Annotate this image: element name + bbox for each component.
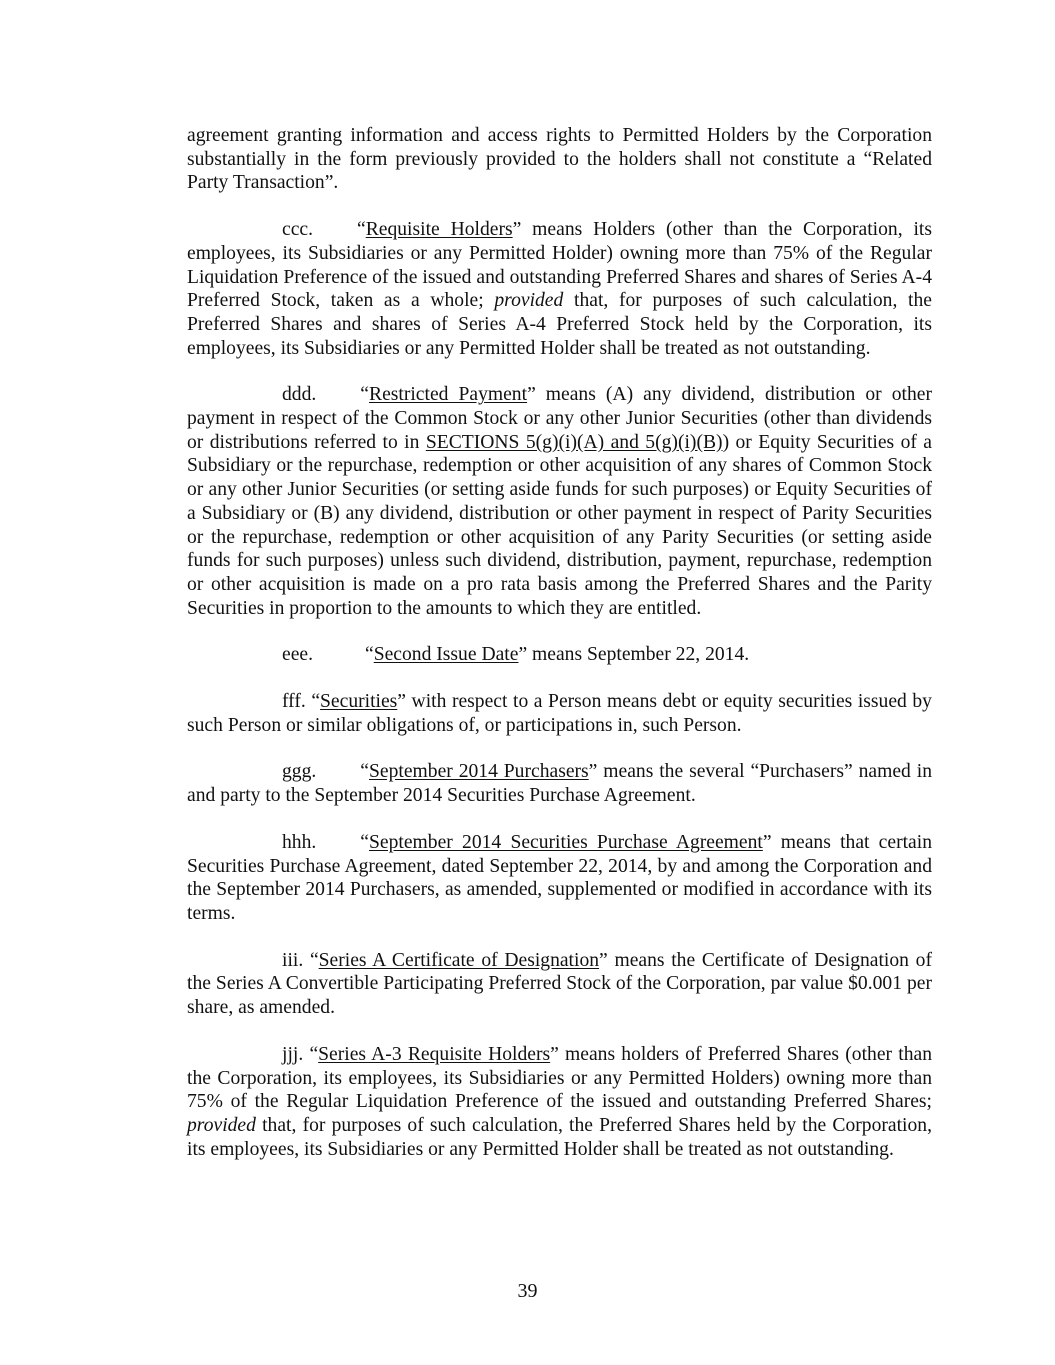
- definition-jjj: jjj. “Series A-3 Requisite Holders” means holders of Preferred Shares (other than the Corporation, its employees, its Subsidiaries or any Permitted Holders) owning more than 75% of the Regular Liquidation Preference of the issued and outstanding Preferred Shares; provided that, for purposes of such calculation, the Preferred Shares held by the Corporation, its employees, its Subsidiaries or any Permitted Holder shall be treated as not outstanding.: [187, 1043, 932, 1160]
- defined-term: Series A Certificate of Designation: [318, 949, 600, 971]
- definition-label: iii. “: [282, 949, 319, 971]
- definition-ddd: ddd. “Restricted Payment” means (A) any dividend, distribution or other payment in respect of the Common Stock or any other Junior Securities (other than dividends or distributions referred to in SECTIONS 5(g)(i)(A) and 5(g)(i)(B)) or Equity Securities of a Subsidiary or the repurchase, redemption or other acquisition of any shares of Common Stock or any other Junior Securities (or setting aside funds for such purposes) or Equity Securities of a Subsidiary or (B) any dividend, distribution or other payment in respect of Parity Securities or the repurchase, redemption or other acquisition of any Parity Securities (or setting aside funds for such purposes) unless such dividend, distribution, payment, repurchase, redemption or other acquisition is made on a pro rata basis among the Preferred Shares and the Parity Securities in proportion to the amounts to which they are entitled.: [187, 384, 933, 619]
- continuation-text: agreement granting information and access rights to Permitted Holders by the Corporation substantially in the form previously provided to the holders shall not constitute a “Related Party Transaction”.: [187, 125, 932, 194]
- definition-label: jjj. “: [282, 1043, 319, 1065]
- definition-label: eee.: [282, 644, 313, 666]
- definition-eee: eee. “Second Issue Date” means September 22, 2014.: [282, 644, 750, 666]
- defined-term: Restricted Payment: [369, 384, 528, 406]
- definition-label: ccc.: [282, 219, 313, 241]
- definition-fff: fff. “Securities” with respect to a Person means debt or equity securities issued by such Person or similar obligations of, or participations in, such Person.: [187, 691, 932, 736]
- page-number: 39: [517, 1280, 538, 1302]
- definition-ggg: ggg. “September 2014 Purchasers” means the several “Purchasers” named in and party to the September 2014 Securities Purchase Agreement.: [187, 761, 932, 807]
- definition-ccc: ccc. “Requisite Holders” means Holders (other than the Corporation, its employees, its Subsidiaries or any Permitted Holder) owning more than 75% of the Regular Liquidation Preference of the issued and outstanding Preferred Shares and shares of Series A-4 Preferred Stock, taken as a whole; provided that, for purposes of such calculation, the Preferred Shares and shares of Series A-4 Preferred Stock held by the Corporation, its employees, its Subsidiaries or any Permitted Holder shall be treated as not outstanding.: [187, 219, 932, 359]
- defined-term: Second Issue Date: [373, 644, 519, 666]
- defined-term: Securities: [320, 691, 398, 713]
- definition-label: ddd.: [282, 384, 317, 406]
- definition-label: ggg.: [282, 761, 317, 783]
- emphasis-provided: provided: [494, 290, 564, 312]
- definition-label: hhh.: [282, 831, 317, 853]
- section-reference: SECTIONS 5(g)(i)(A) and 5(g)(i)(B): [425, 431, 723, 453]
- defined-term: September 2014 Securities Purchase Agreement: [369, 831, 763, 853]
- defined-term: Requisite Holders: [365, 219, 513, 241]
- defined-term: September 2014 Purchasers: [369, 761, 589, 783]
- definition-hhh: hhh. “September 2014 Securities Purchase Agreement” means that certain Securities Purchase Agreement, dated September 22, 2014, by and among the Corporation and the September 2014 Purchasers, as amended, supplemented or modified in accordance with its terms.: [187, 831, 932, 924]
- definition-label: fff. “: [282, 691, 321, 713]
- emphasis-provided: provided: [187, 1114, 256, 1136]
- definition-iii: iii. “Series A Certificate of Designation” means the Certificate of Designation of the Series A Convertible Participating Preferred Stock of the Corporation, par value $0.001 per share, as amended.: [187, 949, 933, 1019]
- document-body: [187, 124, 932, 1184]
- defined-term: Series A-3 Requisite Holders: [318, 1043, 551, 1065]
- continuation-paragraph: [187, 124, 932, 195]
